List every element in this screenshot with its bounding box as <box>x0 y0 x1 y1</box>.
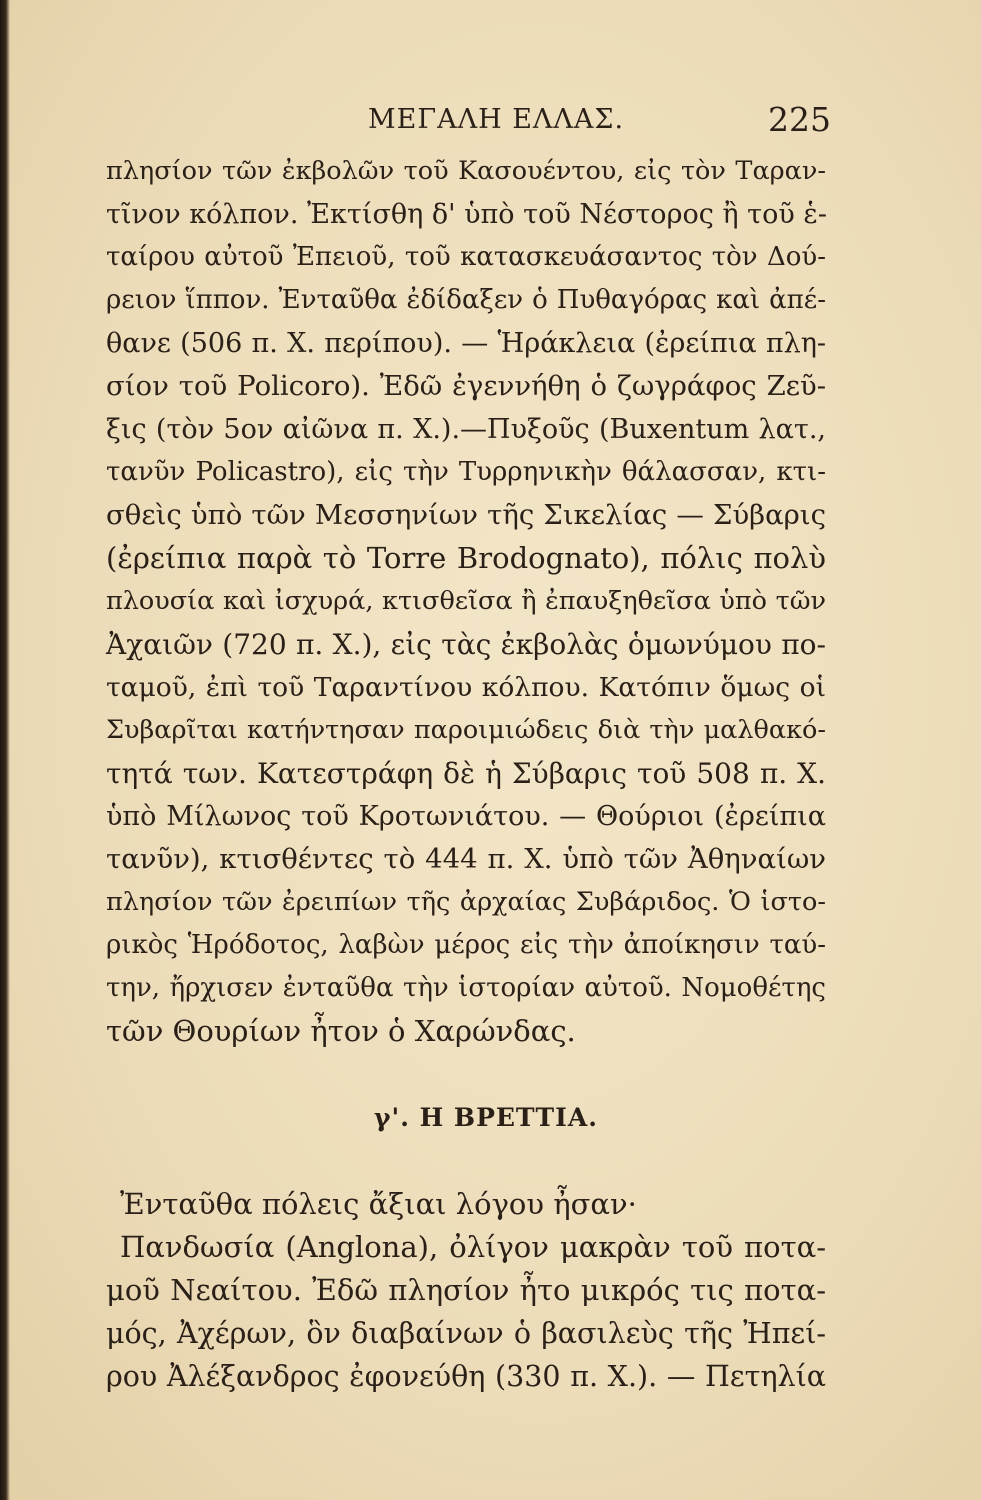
section-heading-text: γ'. Η ΒΡΕΤΤΙΑ. <box>374 1103 598 1132</box>
text-line: πλουσία καὶ ἰσχυρά, κτισθεῖσα ἢ ἐπαυξηθεῖσα ὑπὸ τῶν <box>106 586 826 616</box>
text-line: τῖνον κόλπον. Ἐκτίσθη δ' ὑπὸ τοῦ Νέστορος ἢ τοῦ ἑ- <box>106 199 827 230</box>
text-line: πλησίον τῶν ἐκβολῶν τοῦ Κασουέντου, εἰς τὸν Ταραν- <box>106 156 826 186</box>
section-paragraph <box>106 1183 826 1398</box>
text-block <box>106 150 826 1398</box>
text-line: την, ἤρχισεν ἐνταῦθα τὴν ἱστορίαν αὐτοῦ. Νομοθέτης <box>106 973 826 1003</box>
text-line: ταίρου αὐτοῦ Ἐπειοῦ, τοῦ κατασκευάσαντος τὸν Δού- <box>106 242 826 272</box>
text-line: ρου Ἀλέξανδρος ἐφονεύθη (330 π. Χ.). — Πετηλία <box>106 1360 826 1393</box>
text-line: ρειον ἵππον. Ἐνταῦθα ἐδίδαξεν ὁ Πυθαγόρας καὶ ἀπέ- <box>106 285 826 315</box>
text-line: σθεὶς ὑπὸ τῶν Μεσσηνίων τῆς Σικελίας — Σύβαρις <box>106 499 826 531</box>
text-line: Συβαρῖται κατήντησαν παροιμιώδεις διὰ τὴν μαλθακό- <box>106 715 826 745</box>
section-heading <box>106 1053 826 1183</box>
text-line: ρικὸς Ἡρόδοτος, λαβὼν μέρος εἰς τὴν ἀποίκησιν ταύ- <box>106 930 826 960</box>
text-line: ταμοῦ, ἐπὶ τοῦ Ταραντίνου κόλπου. Κατόπιν ὅμως οἱ <box>106 672 826 703</box>
text-line: μός, Ἀχέρων, ὃν διαβαίνων ὁ βασιλεὺς τῆς Ἠπεί- <box>106 1317 826 1350</box>
text-line: σίον τοῦ Policoro). Ἐδῶ ἐγεννήθη ὁ ζωγράφος Ζεῦ- <box>106 370 826 402</box>
text-line: θανε (506 π. Χ. περίπου). — Ἡράκλεια (ἐρείπια πλη- <box>106 328 826 359</box>
text-line: τανῦν Policastro), εἰς τὴν Τυρρηνικὴν θάλασσαν, κτι- <box>106 457 826 487</box>
text-line: ξις (τὸν 5ον αἰῶνα π. Χ.).—Πυξοῦς (Buxentum λατ., <box>106 414 826 445</box>
text-line: (ἐρείπια παρὰ τὸ Torre Brodognato), πόλις πολὺ <box>106 541 826 575</box>
page-number: 225 <box>768 100 831 139</box>
text-line: Ἀχαιῶν (720 π. Χ.), εἰς τὰς ἐκβολὰς ὁμωνύμου πο- <box>106 628 826 661</box>
text-line: τητά των. Κατεστράφη δὲ ἡ Σύβαρις τοῦ 508 π. Χ. <box>106 757 826 790</box>
text-line: μοῦ Νεαίτου. Ἐδῶ πλησίον ἦτο μικρός τις ποτα- <box>106 1273 826 1307</box>
text-line: ὑπὸ Μίλωνος τοῦ Κροτωνιάτου. — Θούριοι (ἐρείπια <box>106 801 826 832</box>
page-spine-shadow <box>0 0 10 1500</box>
running-head: ΜΕΓΑΛΗ ΕΛΛΑΣ. <box>368 104 625 135</box>
text-line: Πανδωσία (Anglona), ὀλίγον μακρὰν τοῦ ποτα- <box>120 1230 826 1264</box>
text-line: τῶν Θουρίων ἦτον ὁ Χαρώνδας. <box>106 1014 576 1048</box>
text-line: Ἐνταῦθα πόλεις ἄξιαι λόγου ἦσαν· <box>120 1187 637 1221</box>
text-line: τανῦν), κτισθέντες τὸ 444 π. Χ. ὑπὸ τῶν Ἀθηναίων <box>106 843 826 875</box>
text-line: πλησίον τῶν ἐρειπίων τῆς ἀρχαίας Συβάριδος. Ὁ ἱστο- <box>106 887 826 917</box>
body-paragraph <box>106 150 826 1053</box>
page-header <box>0 100 981 140</box>
